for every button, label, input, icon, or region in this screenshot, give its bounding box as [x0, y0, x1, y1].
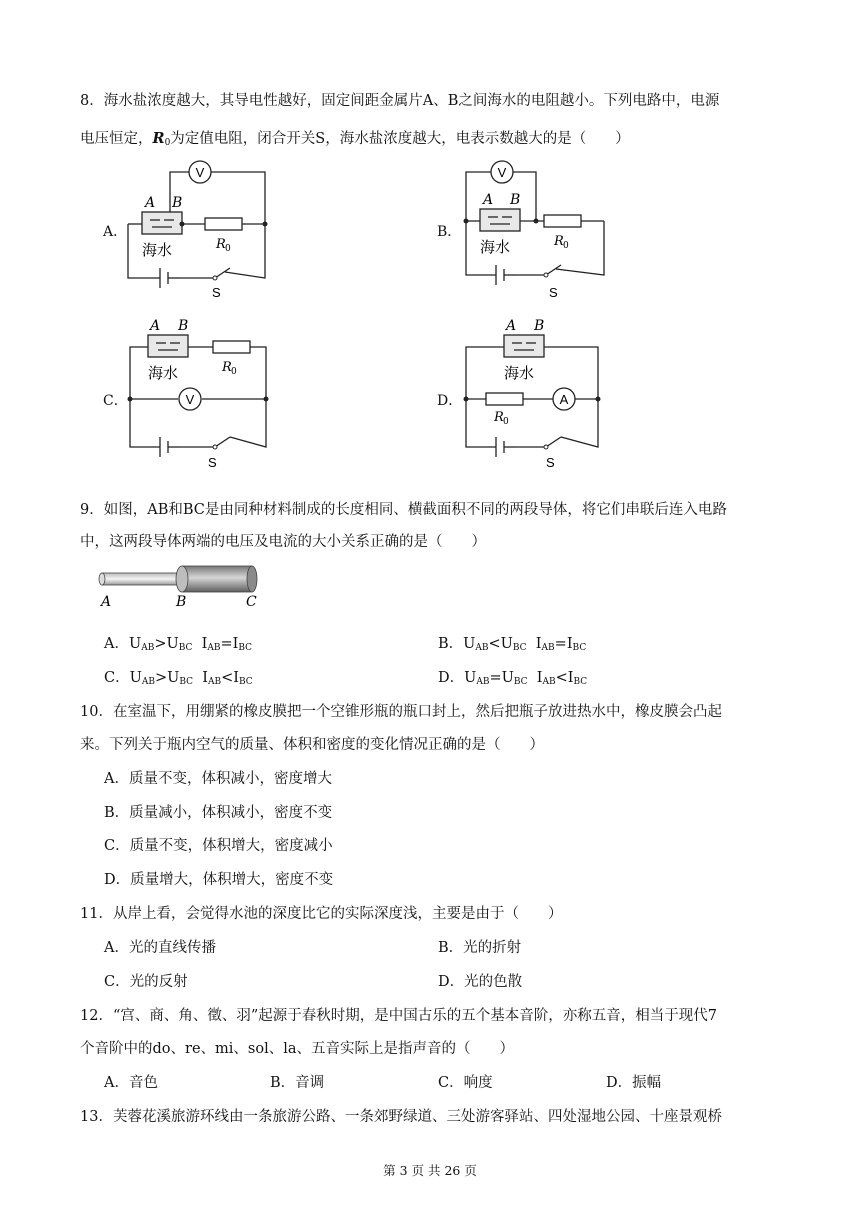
q8-option-d-label: D．	[437, 393, 463, 409]
q9-option-b: B．$U_{AB}<U_{BC}$ $I_{AB}=I_{BC}$	[438, 636, 587, 653]
plate-b-label: B	[534, 318, 545, 334]
r0-sub-label: 0	[225, 244, 231, 254]
conductor-b-label: B	[176, 594, 187, 610]
q8-circuit-c	[120, 317, 280, 470]
switch-label: S	[546, 455, 555, 470]
q12-option-b: B．音调	[270, 1075, 325, 1091]
q12-option-d: D．振幅	[606, 1075, 662, 1091]
r0-sub-label: 0	[231, 367, 237, 377]
conductor-a-label: A	[101, 594, 112, 610]
q9-line2: 中，这两段导体两端的电压及电流的大小关系正确的是（ ）	[80, 534, 486, 550]
q8-circuit-d	[456, 317, 616, 470]
q10-option-d: D．质量增大，体积增大，密度不变	[104, 872, 334, 888]
q8-line2-start: 电压恒定，	[80, 131, 153, 147]
seawater-label: 海水	[142, 241, 173, 259]
q8-option-a-label: A．	[103, 224, 128, 240]
r0-sub-label: 0	[503, 417, 509, 427]
q8-line1: 8．海水盐浓度越大，其导电性越好，固定间距金属片A、B之间海水的电阻越小。下列电路中，电源	[80, 93, 720, 109]
q11-line1: 11．从岸上看，会觉得水池的深度比它的实际深度浅，主要是由于（ ）	[80, 906, 563, 922]
r0-sub-label: 0	[563, 241, 569, 251]
r0-sub: 0	[164, 138, 171, 148]
switch-label: S	[549, 285, 558, 300]
q9-option-d: D．$U_{AB}=U_{BC}$ $I_{AB}<I_{BC}$	[438, 670, 588, 687]
seawater-label: 海水	[148, 364, 179, 382]
q10-line2: 来。下列关于瓶内空气的质量、体积和密度的变化情况正确的是（ ）	[80, 737, 544, 753]
plate-a-label: A	[145, 195, 156, 211]
conductor-c-label: C	[246, 594, 257, 610]
q8-line2-end: 为定值电阻，闭合开关S，海水盐浓度越大，电表示数越大的是（ ）	[170, 131, 630, 147]
q10-line1: 10．在室温下，用绷紧的橡皮膜把一个空锥形瓶的瓶口封上，然后把瓶子放进热水中，橡皮膜会凸起	[80, 704, 722, 720]
q8-circuit-a	[120, 160, 280, 300]
q13-line1: 13．芙蓉花溪旅游环线由一条旅游公路、一条郊野绿道、三处游客驿站、四处湿地公园、十座景观桥	[80, 1109, 722, 1125]
q11-option-c: C．光的反射	[104, 974, 188, 990]
q10-option-a: A．质量不变，体积减小，密度增大	[104, 771, 332, 787]
voltmeter-b: V	[497, 165, 507, 180]
switch-label: S	[212, 285, 221, 300]
q10-option-b: B．质量减小，体积减小，密度不变	[104, 805, 333, 821]
q9-conductor-figure	[96, 562, 266, 612]
q9-line1: 9．如图，AB和BC是由同种材料制成的长度相同、横截面积不同的两段导体，将它们串联后连入电路	[80, 502, 727, 518]
q12-line1: 12．“宫、商、角、徵、羽”起源于春秋时期，是中国古乐的五个基本音阶，亦称五音，相当于现代7	[80, 1008, 717, 1024]
plate-a-label: A	[483, 192, 494, 208]
q11-option-a: A．光的直线传播	[104, 940, 216, 956]
q10-option-c: C．质量不变，体积增大，密度减小	[104, 838, 333, 854]
r0-label: R	[494, 410, 504, 425]
q11-option-d: D．光的色散	[438, 974, 523, 990]
r0-label: R	[554, 234, 564, 249]
r0-label: R	[222, 360, 232, 375]
plate-a-label: A	[506, 318, 517, 334]
q12-option-a: A．音色	[104, 1075, 158, 1091]
seawater-label: 海水	[480, 238, 511, 256]
q9-option-a: A．$U_{AB}>U_{BC}$ $I_{AB}=I_{BC}$	[104, 636, 253, 653]
seawater-label: 海水	[504, 364, 535, 382]
ammeter-d: A	[559, 392, 569, 407]
r0-label: R	[216, 237, 226, 252]
page-footer: 第 3 页 共 26 页	[383, 1163, 477, 1178]
q8-option-b-label: B．	[437, 224, 462, 240]
plate-a-label: A	[150, 318, 161, 334]
q9-option-c: C．$U_{AB}>U_{BC}$ $I_{AB}<I_{BC}$	[104, 670, 253, 687]
plate-b-label: B	[510, 192, 521, 208]
voltmeter-c: V	[185, 392, 195, 407]
q11-option-b: B．光的折射	[438, 940, 522, 956]
q12-line2: 个音阶中的do、re、mi、sol、la、五音实际上是指声音的（ ）	[80, 1041, 514, 1057]
plate-b-label: B	[172, 195, 183, 211]
q8-line2	[80, 127, 630, 148]
switch-label: S	[208, 455, 217, 470]
q12-option-c: C．响度	[438, 1075, 493, 1091]
q8-option-c-label: C．	[103, 393, 128, 409]
r0-symbol: R	[152, 130, 165, 147]
plate-b-label: B	[178, 318, 189, 334]
q8-circuit-b	[456, 157, 616, 300]
voltmeter-a: V	[195, 165, 205, 180]
